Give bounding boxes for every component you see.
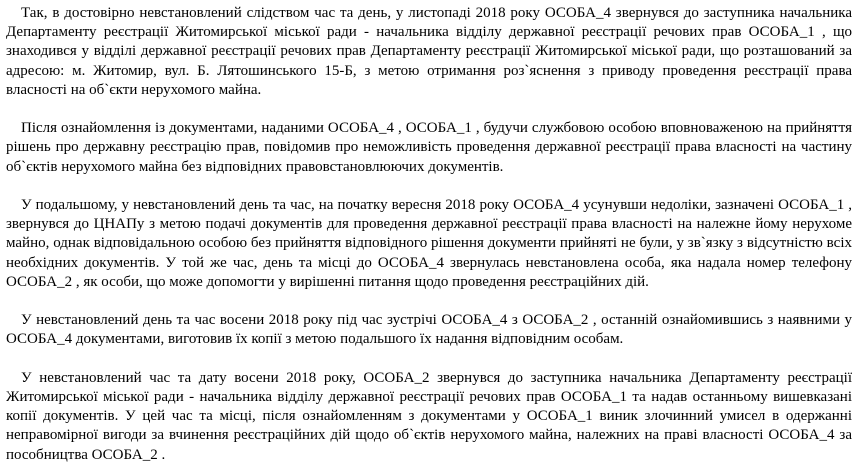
paragraph-1: Так, в достовірно невстановлений слідством час та день, у листопаді 2018 року ОСОБА_4 звернувся до заступника начальника Департаменту реєстрації Житомирської міської ради - начальника відділу державної реєстрації речових прав ОСОБА_1 , що знаходився у відділі державної реєстрації речових прав Департаменту реєстрації Житомирської міської ради, що розташований за адресою: м. Житомир, вул. Б. Лятошинського 15-Б, з метою отримання роз`яснення з приводу проведення реєстрації права власності на об`єкти нерухомого майна.: [6, 5, 852, 98]
paragraph-4: У невстановлений день та час восени 2018 року під час зустрічі ОСОБА_4 з ОСОБА_2 , останній ознайомившись з наявними у ОСОБА_4 документами, виготовив їх копії з метою подальшого їх надання відповідним особам.: [6, 312, 852, 348]
paragraph-5: У невстановлений час та дату восени 2018 року, ОСОБА_2 звернувся до заступника начальника Департаменту реєстрації Житомирської міської ради - начальника відділу державної реєстрації речових прав ОСОБА_1 та надав останньому вишевказані копії документів. У цей час та місці, після ознайомленням з документами у ОСОБА_1 виник злочинний умисел в одержанні неправомірної вигоди за вчинення реєстраційних дій щодо об`єктів нерухомого майна, належних на праві власності ОСОБА_4 за пособництва ОСОБА_2 .: [6, 369, 852, 463]
paragraph-2: Після ознайомлення із документами, наданими ОСОБА_4 , ОСОБА_1 , будучи службовою особою вповноваженою на прийняття рішень про державну реєстрацію прав, повідомив про неможливість проведення державної реєстрації права власності на частину об`єктів нерухомого майна без відповідних правовстановлюючих документів.: [6, 120, 852, 175]
paragraph-3: У подальшому, у невстановлений день та час, на початку вересня 2018 року ОСОБА_4 усунувши недоліки, зазначені ОСОБА_1 , звернувся до ЦНАПу з метою подачі документів для проведення державної реєстрації права власності на належне йому нерухоме майно, однак відповідальною особою без прийняття відповідного рішення документи прийняті не були, у зв`язку з відсутністю всіх необхідних документів. У той же час, день та місці до ОСОБА_4 звернулась невстановлена особа, яка надала номер телефону ОСОБА_2 , як особи, що може допомогти у вирішенні питання щодо проведення реєстраційних дій.: [6, 197, 852, 290]
document-body: [6, 4, 852, 465]
